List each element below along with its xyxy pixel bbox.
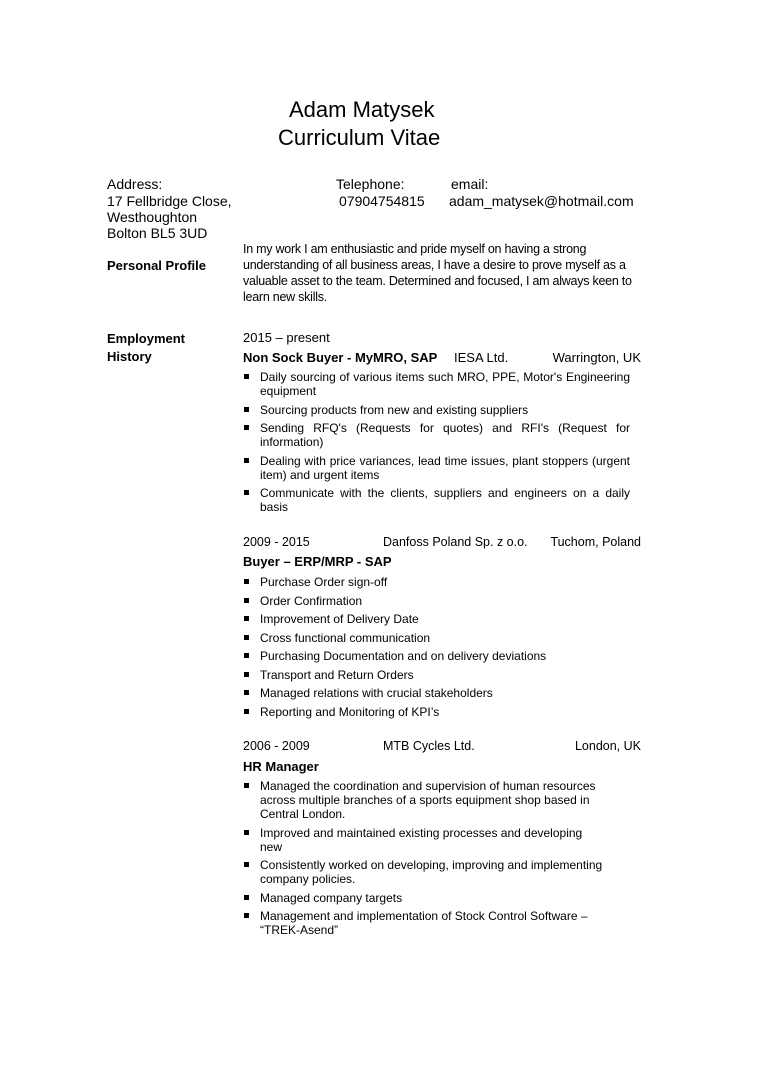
bullet-square-icon (244, 616, 249, 621)
bullet-square-icon (244, 579, 249, 584)
list-item-text: Reporting and Monitoring of KPI’s (260, 704, 440, 719)
bullet-square-icon (244, 783, 249, 788)
telephone-value: 07904754815 (339, 193, 425, 209)
address-line-3: Bolton BL5 3UD (107, 225, 208, 241)
bullet-square-icon (244, 690, 249, 695)
list-item-text: Managed the coordination and supervision of human resources across multiple branches of a sports equipment shop based in Central London. (260, 779, 596, 821)
job-3-location: London, UK (574, 739, 641, 753)
list-item (243, 421, 630, 449)
bullet-square-icon (244, 830, 249, 835)
history-label: History (107, 349, 152, 364)
bullet-square-icon (244, 913, 249, 918)
list-item (243, 486, 630, 514)
job-2-title: Buyer – ERP/MRP - SAP (243, 554, 392, 569)
job-1-company: IESA Ltd. (454, 350, 509, 365)
bullet-square-icon (244, 425, 249, 430)
bullet-square-icon (244, 635, 249, 640)
list-item (243, 858, 603, 886)
job-3-title: HR Manager (243, 759, 319, 774)
list-item-text: Communicate with the clients, suppliers and engineers on a daily basis (260, 486, 630, 514)
list-item (243, 370, 630, 398)
job-2-header-row (243, 534, 641, 550)
profile-text (243, 241, 643, 305)
profile-line: understanding of all business areas, I have a desire to prove myself as a (243, 258, 626, 272)
list-item (243, 668, 630, 682)
bullet-square-icon (244, 672, 249, 677)
cv-name: Adam Matysek (289, 97, 435, 122)
list-item (243, 891, 603, 905)
profile-line: valuable asset to the team. Determined and focused, I am always keen to (243, 274, 632, 288)
job-1-title: Non Sock Buyer - MyMRO, SAP (243, 350, 438, 365)
list-item (243, 575, 630, 589)
telephone-label: Telephone: (336, 176, 405, 192)
profile-line: In my work I am enthusiastic and pride myself on having a strong (243, 242, 587, 256)
list-item (243, 779, 603, 821)
profile-line: learn new skills. (243, 290, 327, 304)
list-item-text: Sourcing products from new and existing suppliers (260, 402, 529, 417)
list-item-text: Sending RFQ's (Requests for quotes) and RFI's (Request for information) (260, 421, 630, 449)
profile-label: Personal Profile (107, 258, 206, 273)
email-label: email: (451, 176, 489, 192)
list-item (243, 631, 630, 645)
cv-subtitle: Curriculum Vitae (278, 125, 441, 150)
list-item-text: Consistently worked on developing, improving and implementing company policies. (260, 858, 603, 886)
list-item-text: Improved and maintained existing processes and developing new (260, 825, 583, 854)
list-item-text: Purchasing Documentation and on delivery deviations (260, 649, 547, 663)
job-2-duties (243, 575, 630, 723)
list-item (243, 909, 603, 937)
job-2-company: Danfoss Poland Sp. z o.o. (383, 535, 528, 549)
list-item-text: Dealing with price variances, lead time issues, plant stoppers (urgent item) and urgent items (260, 453, 630, 482)
list-item-text: Order Confirmation (260, 593, 363, 608)
list-item (243, 612, 630, 626)
job-3-duties (243, 779, 603, 942)
email-value: adam_matysek@hotmail.com (449, 193, 634, 209)
bullet-square-icon (244, 862, 249, 867)
list-item (243, 594, 630, 608)
job-2-location: Tuchom, Poland (550, 535, 641, 549)
job-1-dates: 2015 – present (243, 330, 330, 345)
job-3-company: MTB Cycles Ltd. (383, 739, 475, 753)
job-3-header-row (243, 738, 641, 754)
list-item-text: Managed company targets (260, 890, 403, 905)
job-3-dates: 2006 - 2009 (243, 739, 310, 753)
list-item-text: Management and implementation of Stock Control Software – “TREK-Asend” (260, 909, 588, 937)
bullet-square-icon (244, 709, 249, 714)
job-2-dates: 2009 - 2015 (243, 535, 310, 549)
list-item (243, 454, 630, 482)
list-item-text: Managed relations with crucial stakeholders (260, 686, 493, 700)
job-1-duties (243, 370, 630, 519)
bullet-square-icon (244, 374, 249, 379)
bullet-square-icon (244, 895, 249, 900)
address-label: Address: (107, 176, 163, 192)
list-item (243, 826, 603, 854)
list-item (243, 705, 630, 719)
list-item (243, 649, 630, 663)
address-line-1: 17 Fellbridge Close, (107, 193, 232, 209)
address-line-2: Westhoughton (107, 209, 198, 225)
list-item (243, 403, 630, 417)
bullet-square-icon (244, 598, 249, 603)
bullet-square-icon (244, 458, 249, 463)
bullet-square-icon (244, 407, 249, 412)
list-item-text: Transport and Return Orders (260, 667, 414, 682)
bullet-square-icon (244, 490, 249, 495)
list-item-text: Cross functional communication (260, 630, 431, 645)
list-item-text: Daily sourcing of various items such MRO, PPE, Motor's Engineering equipment (260, 370, 630, 398)
employment-label: Employment (107, 331, 186, 346)
job-1-header (243, 349, 641, 366)
bullet-square-icon (244, 653, 249, 658)
list-item (243, 686, 630, 700)
job-1-location: Warrington, UK (552, 350, 641, 365)
list-item-text: Purchase Order sign-off (260, 575, 388, 589)
list-item-text: Improvement of Delivery Date (260, 612, 419, 626)
